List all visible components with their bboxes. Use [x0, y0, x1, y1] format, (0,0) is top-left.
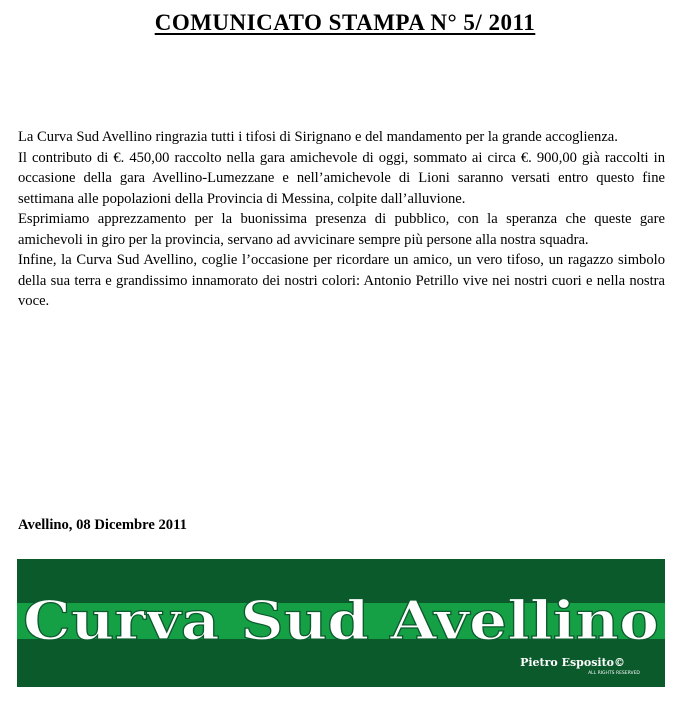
banner-rights: ALL RIGHTS RESERVED — [588, 671, 640, 676]
banner-credit: Pietro Esposito© — [520, 656, 625, 669]
document-title — [0, 10, 690, 36]
paragraph-memorial: Infine, la Curva Sud Avellino, coglie l’occasione per ricordare un amico, un vero tifoso, un ragazzo simbolo della sua terra e grandissimo innamorato dei nostri colori: Antonio Petrillo vive nei nostri cuori e nella nostra voce. — [18, 252, 665, 309]
curva-sud-banner — [17, 559, 665, 687]
paragraph-thanks: La Curva Sud Avellino ringrazia tutti i tifosi di Sirignano e del mandamento per la grande accoglienza. — [18, 129, 618, 145]
document-title-text: COMUNICATO STAMPA N° 5/ 2011 — [154, 10, 536, 35]
date-line: Avellino, 08 Dicembre 2011 — [18, 517, 187, 533]
paragraph-contribution: Il contributo di €. 450,00 raccolto nella gara amichevole di oggi, sommato ai circa €. 900,00 già raccolti in occasione della gara Avellino-Lumezzane e nell’amichevole di Lioni saranno versati entro questo fine settimana alle popolazioni della Provincia di Messina, colpite dall’alluvione. — [18, 149, 665, 207]
paragraph-appreciation: Esprimiamo apprezzamento per la buonissima presenza di pubblico, con la speranza che queste gare amichevoli in giro per la provincia, servano ad avvicinare sempre più persone alla nostra squadra. — [18, 211, 665, 248]
press-release-body — [18, 127, 665, 312]
banner-logo-graphic — [17, 559, 665, 687]
banner-logo-text: Curva Sud Avellino — [23, 590, 659, 652]
